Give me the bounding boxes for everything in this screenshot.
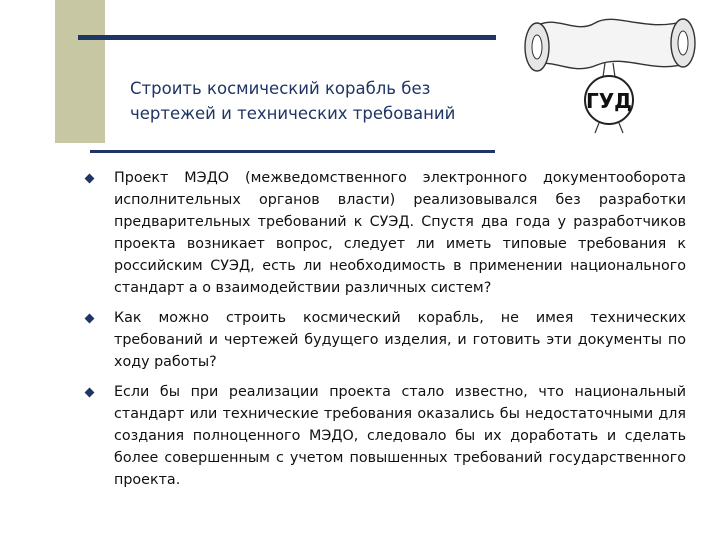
seal-string-left [603,63,605,77]
bullet-item [86,167,686,299]
bullet-text: Если бы при реализации проекта стало известно, что национальный стандарт или технические требования оказались бы недостаточными для создания полноценного МЭДО, следовало бы их доработать и сделать более совершенным с учетом повышенных требований государственного проекта. [114,384,686,488]
slide-title-line-2: чертежей и технических требований [130,104,456,123]
bullet-list [86,167,686,499]
bullet-text: Проект МЭДО (межведомственного электронного документооборота исполнительных органов власти) реализовывался без разработки предварительных требований к СУЭД. Спустя два года у разработчиков проекта возникает вопрос, следует ли иметь типовые требования к российским СУЭД, есть ли необходимость в применении национального стандарт а о взаимодействии различных систем? [114,170,686,296]
seal-string-right [613,63,615,77]
scroll-sheet [533,19,687,68]
slide-title-line-1: Строить космический корабль без [130,79,431,98]
top-accent-bar [78,35,496,40]
title-underline-rule [90,150,495,153]
scroll-right-roll-inner [678,31,688,55]
seal-tail-left [595,123,599,133]
bullet-diamond-icon [85,388,95,398]
bullet-text: Как можно строить космический корабль, не имея технических требований и чертежей будущего изделия, и готовить эти документы по ходу работы? [114,310,686,370]
scroll-left-roll-inner [532,35,542,59]
bullet-item [86,307,686,373]
side-panel-decoration [55,0,105,143]
seal-tail-right [619,123,623,133]
gost-seal-label: ГУД [586,89,632,113]
bullet-diamond-icon [85,174,95,184]
bullet-item [86,381,686,491]
gost-scroll-illustration [515,5,700,135]
slide-title [130,76,530,126]
bullet-diamond-icon [85,314,95,324]
